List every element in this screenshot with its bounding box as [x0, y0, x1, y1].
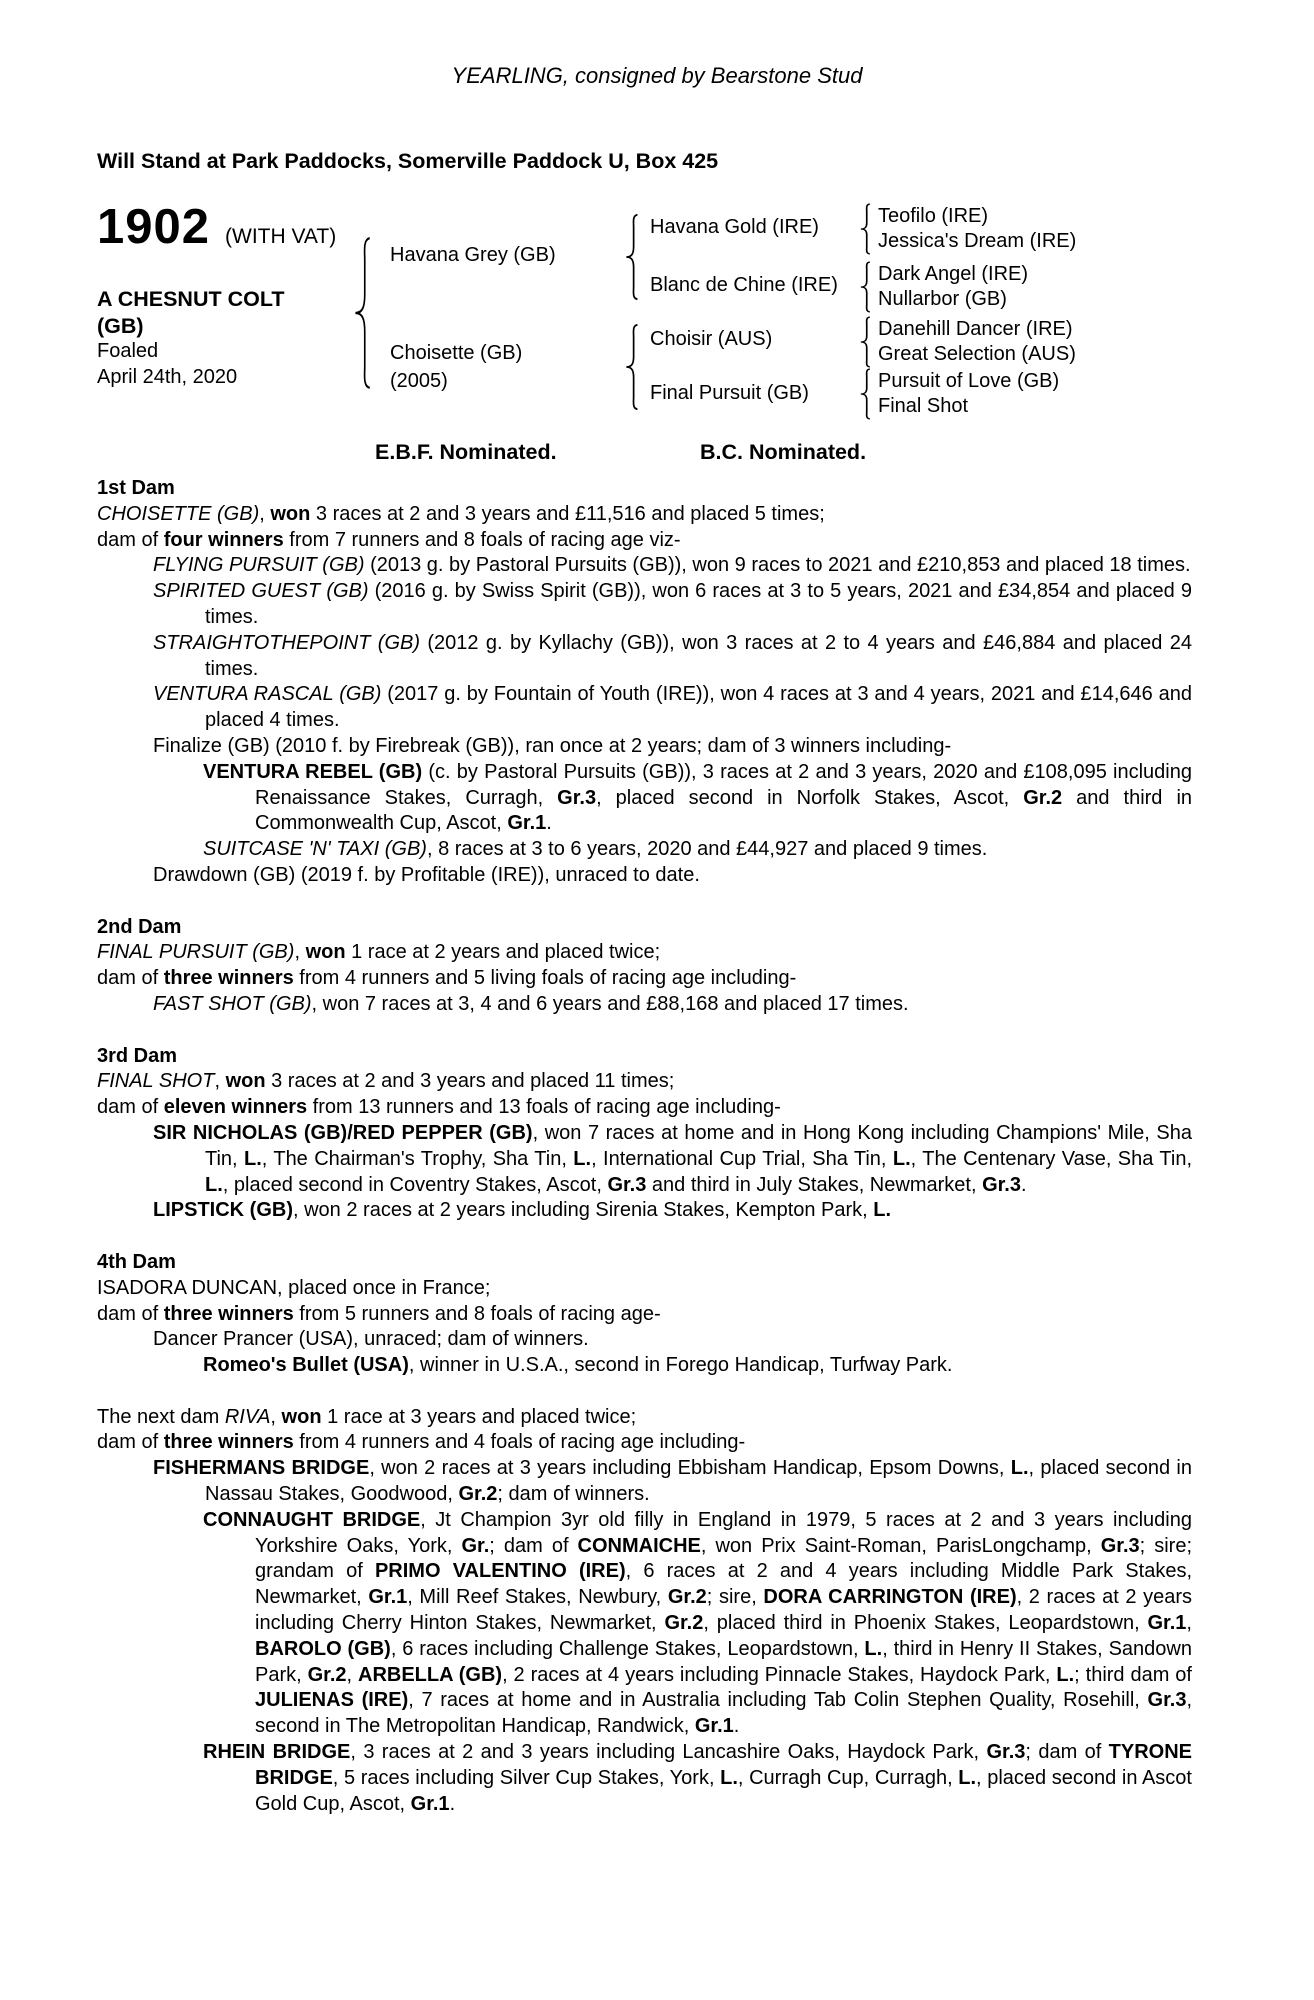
- emphasis-text: Gr.3: [986, 1741, 1026, 1764]
- emphasis-text: L.: [720, 1766, 738, 1789]
- pedigree-paragraph: [97, 966, 1192, 992]
- plain-text: .: [546, 812, 552, 835]
- pedigree-paragraph: [97, 992, 1192, 1018]
- emphasis-text: VENTURA RASCAL (GB): [153, 683, 382, 706]
- plain-text: , placed third in Phoenix Stakes, Leopardstown,: [703, 1612, 1148, 1635]
- plain-text: , The Centenary Vase, Sha Tin,: [910, 1147, 1192, 1170]
- plain-text: .: [733, 1715, 740, 1738]
- lot-number: 1902: [97, 200, 211, 254]
- dam-year: (2005): [390, 369, 448, 392]
- dam-dam-brace: [858, 368, 872, 420]
- plain-text: , 2 races at 4 years including Pinnacle Stakes, Haydock Park,: [502, 1663, 1057, 1686]
- emphasis-text: three winners: [163, 1431, 294, 1454]
- plain-text: ,: [346, 1663, 359, 1686]
- sire-sire-brace: [858, 203, 872, 255]
- emphasis-text: Gr.2: [667, 1586, 707, 1609]
- colt-description: A CHESNUT COLT: [97, 287, 285, 311]
- pedigree-paragraph: [97, 837, 1192, 863]
- dam-section: [97, 915, 1192, 1018]
- dam-section: [97, 476, 1192, 889]
- dam-dam-parents: [878, 369, 1059, 418]
- pedigree-paragraph: [97, 863, 1192, 889]
- emphasis-text: won: [281, 1405, 322, 1428]
- foaled-label: Foaled: [97, 340, 159, 362]
- plain-text: ,: [270, 1405, 282, 1428]
- plain-text: dam of: [97, 528, 164, 551]
- dam-brace: [623, 323, 640, 411]
- vat-note: (WITH VAT): [225, 225, 337, 248]
- plain-text: from 4 runners and 4 foals of racing age including-: [293, 1431, 746, 1454]
- emphasis-text: CONNAUGHT BRIDGE: [203, 1508, 421, 1531]
- emphasis-text: three winners: [163, 1302, 294, 1325]
- plain-text: , 6 races at 2 and 4 years including Middle Park Stakes, Newmarket,: [255, 1560, 1192, 1609]
- emphasis-text: won: [270, 502, 311, 525]
- pedigree-paragraph: [97, 579, 1192, 631]
- pedigree-paragraph: [97, 1327, 1192, 1353]
- emphasis-text: L.: [205, 1173, 223, 1196]
- plain-text: ,: [1186, 1612, 1192, 1635]
- dam-sire-name: Choisir (AUS): [650, 328, 773, 350]
- pedigree-paragraph: [97, 1740, 1192, 1817]
- plain-text: and third in Commonwealth Cup, Ascot,: [255, 786, 1193, 835]
- emphasis-text: STRAIGHTOTHEPOINT (GB): [153, 631, 421, 654]
- sire-sire-dam-name: Jessica's Dream (IRE): [878, 229, 1077, 252]
- emphasis-text: Gr.2: [458, 1483, 498, 1506]
- plain-text: , 5 races including Silver Cup Stakes, York,: [332, 1766, 721, 1789]
- plain-text: from 13 runners and 13 foals of racing age including-: [307, 1096, 781, 1119]
- plain-text: from 5 runners and 8 foals of racing age-: [293, 1302, 661, 1325]
- bc-nomination: B.C. Nominated.: [700, 440, 867, 464]
- dam-sire-sire-name: Danehill Dancer (IRE): [878, 318, 1073, 340]
- plain-text: ; sire,: [706, 1586, 764, 1609]
- foaled-date: April 24th, 2020: [97, 366, 238, 388]
- emphasis-text: TYRONE BRIDGE: [255, 1741, 1192, 1789]
- pedigree-paragraph: [97, 631, 1192, 683]
- sire-dam-name: Blanc de Chine (IRE): [650, 274, 838, 296]
- emphasis-text: FINAL SHOT: [97, 1070, 215, 1093]
- emphasis-text: Gr.3: [982, 1173, 1021, 1196]
- plain-text: ; dam of: [1025, 1741, 1109, 1764]
- emphasis-text: Gr.1: [694, 1715, 734, 1738]
- emphasis-text: L.: [958, 1766, 977, 1789]
- pedigree-paragraph: [97, 760, 1192, 837]
- plain-text: , 6 races including Challenge Stakes, Leopardstown,: [390, 1637, 865, 1660]
- emphasis-text: Gr.2: [1023, 786, 1063, 809]
- plain-text: 1 race at 3 years and placed twice;: [321, 1405, 637, 1428]
- emphasis-text: Gr.1: [507, 812, 547, 835]
- emphasis-text: Gr.2: [307, 1663, 347, 1686]
- pedigree-paragraph: [97, 940, 1192, 966]
- pedigree-paragraph: [97, 1095, 1192, 1121]
- emphasis-text: Gr.3: [1100, 1534, 1140, 1557]
- plain-text: , won 7 races at 3, 4 and 6 years and £88,168 and placed 17 times.: [311, 992, 909, 1015]
- emphasis-text: L.: [864, 1637, 883, 1660]
- emphasis-text: CONMAICHE: [577, 1534, 701, 1557]
- pedigree-paragraph: [97, 1276, 1192, 1302]
- plain-text: ,: [214, 1070, 226, 1093]
- plain-text: , Mill Reef Stakes, Newbury,: [407, 1586, 668, 1609]
- emphasis-text: LIPSTICK (GB): [153, 1199, 293, 1222]
- plain-text: , placed second in Norfolk Stakes, Ascot,: [596, 786, 1024, 809]
- emphasis-text: CHOISETTE (GB): [97, 502, 260, 525]
- plain-text: (2016 g. by Swiss Spirit (GB)), won 6 races at 3 to 5 years, 2021 and £34,854 and placed 9 times.: [205, 580, 1192, 628]
- emphasis-text: FLYING PURSUIT (GB): [153, 554, 365, 577]
- plain-text: , placed second in Ascot Gold Cup, Ascot,: [255, 1766, 1192, 1815]
- plain-text: ; third dam of: [1074, 1663, 1192, 1686]
- section-heading: 2nd Dam: [97, 915, 182, 938]
- plain-text: , winner in U.S.A., second in Forego Handicap, Turfway Park.: [408, 1354, 953, 1377]
- plain-text: , placed second in Nassau Stakes, Goodwood,: [205, 1457, 1192, 1506]
- plain-text: ; dam of: [489, 1534, 578, 1557]
- plain-text: ; sire; grandam of: [255, 1534, 1193, 1583]
- dam-sire-dam-name: Great Selection (AUS): [878, 342, 1076, 365]
- plain-text: ,: [259, 502, 271, 525]
- emphasis-text: VENTURA REBEL (GB): [203, 760, 423, 783]
- emphasis-text: Gr.1: [410, 1792, 450, 1815]
- plain-text: , won 2 races at 3 years including Ebbisham Handicap, Epsom Downs,: [369, 1457, 1011, 1480]
- emphasis-text: L.: [892, 1147, 911, 1170]
- emphasis-text: FINAL PURSUIT (GB): [97, 941, 295, 964]
- plain-text: (2012 g. by Kyllachy (GB)), won 3 races at 2 to 4 years and £46,884 and placed 24 times.: [205, 631, 1192, 680]
- emphasis-text: ARBELLA (GB): [358, 1663, 503, 1686]
- emphasis-text: L.: [573, 1147, 592, 1170]
- emphasis-text: four winners: [163, 528, 284, 551]
- emphasis-text: JULIENAS (IRE): [255, 1689, 409, 1712]
- plain-text: from 7 runners and 8 foals of racing age viz-: [283, 528, 681, 551]
- emphasis-text: SUITCASE 'N' TAXI (GB): [203, 838, 427, 861]
- plain-text: , Jt Champion 3yr old filly in England in 1979, 5 races at 2 and 3 years including Yorkshire Oaks, York,: [255, 1508, 1192, 1557]
- dam-section: [97, 1044, 1192, 1225]
- emphasis-text: three winners: [163, 967, 294, 990]
- plain-text: dam of: [97, 1302, 164, 1325]
- plain-text: , won 7 races at home and in Hong Kong including Champions' Mile, Sha Tin,: [205, 1121, 1192, 1170]
- plain-text: , second in The Metropolitan Handicap, Randwick,: [255, 1689, 1193, 1738]
- plain-text: , won Prix Saint-Roman, ParisLongchamp,: [700, 1534, 1101, 1557]
- dam-name: Choisette (GB): [390, 342, 523, 364]
- dam-sire-parents: [878, 317, 1076, 366]
- plain-text: 1 race at 2 years and placed twice;: [345, 941, 661, 964]
- plain-text: , placed second in Coventry Stakes, Ascot,: [222, 1173, 608, 1196]
- section-heading: 3rd Dam: [97, 1044, 178, 1067]
- plain-text: and third in July Stakes, Newmarket,: [646, 1173, 983, 1196]
- pedigree-paragraph: [97, 1198, 1192, 1224]
- plain-text: Dancer Prancer (USA), unraced; dam of winners.: [153, 1328, 589, 1351]
- plain-text: The next dam: [97, 1405, 225, 1428]
- dam-dam-sire-name: Pursuit of Love (GB): [878, 370, 1060, 392]
- pedigree-paragraph: [97, 1121, 1192, 1198]
- plain-text: , The Chairman's Trophy, Sha Tin,: [261, 1147, 574, 1170]
- plain-text: (c. by Pastoral Pursuits (GB)), 3 races at 2 and 3 years, 2020 and £108,095 including Renaissance Stakes, Curragh,: [255, 760, 1192, 809]
- emphasis-text: SIR NICHOLAS (GB)/RED PEPPER (GB): [153, 1121, 533, 1144]
- plain-text: ,: [294, 941, 306, 964]
- emphasis-text: RHEIN BRIDGE: [203, 1741, 351, 1764]
- section-heading: 1st Dam: [97, 477, 175, 499]
- pedigree-paragraph: [97, 1430, 1192, 1456]
- plain-text: , International Cup Trial, Sha Tin,: [591, 1147, 893, 1170]
- emphasis-text: Romeo's Bullet (USA): [203, 1354, 409, 1377]
- pedigree-paragraph: [97, 1353, 1192, 1379]
- plain-text: Drawdown (GB) (2019 f. by Profitable (IRE)), unraced to date.: [153, 863, 700, 886]
- pedigree-paragraph: [97, 553, 1192, 579]
- emphasis-text: L.: [243, 1147, 262, 1170]
- emphasis-text: BAROLO (GB): [255, 1637, 391, 1660]
- plain-text: dam of: [97, 1431, 164, 1454]
- sire-dam-sire-name: Dark Angel (IRE): [878, 263, 1029, 285]
- emphasis-text: Gr.2: [664, 1612, 704, 1635]
- plain-text: , 7 races at home and in Australia including Tab Colin Stephen Quality, Rosehill,: [408, 1689, 1148, 1712]
- section-heading: 4th Dam: [97, 1250, 176, 1273]
- plain-text: , won 2 races at 2 years including Sirenia Stakes, Kempton Park,: [293, 1199, 874, 1222]
- pedigree-paragraph: [97, 1456, 1192, 1508]
- plain-text: , 8 races at 3 to 6 years, 2020 and £44,927 and placed 9 times.: [426, 838, 988, 861]
- page-title: YEARLING, consigned by Bearstone Stud: [451, 63, 863, 88]
- plain-text: from 4 runners and 5 living foals of racing age including-: [293, 967, 797, 990]
- plain-text: , third in Henry II Stakes, Sandown Park,: [255, 1637, 1192, 1686]
- sire-dam-dam-name: Nullarbor (GB): [878, 287, 1007, 310]
- emphasis-text: eleven winners: [163, 1096, 308, 1119]
- pedigree-paragraph: [97, 1302, 1192, 1328]
- emphasis-text: FAST SHOT (GB): [153, 992, 312, 1015]
- plain-text: dam of: [97, 1096, 164, 1119]
- emphasis-text: L.: [1010, 1457, 1029, 1480]
- plain-text: dam of: [97, 967, 164, 990]
- plain-text: Finalize (GB) (2010 f. by Firebreak (GB)), ran once at 2 years; dam of 3 winners including-: [153, 734, 952, 757]
- plain-text: , Curragh Cup, Curragh,: [737, 1766, 959, 1789]
- emphasis-text: Gr.1: [1147, 1612, 1187, 1635]
- dam-dam-name: Final Pursuit (GB): [650, 382, 809, 404]
- sire-sire-name: Havana Gold (IRE): [650, 216, 819, 238]
- stand-location-line: Will Stand at Park Paddocks, Somerville Paddock U, Box 425: [97, 149, 719, 173]
- sire-sire-sire-name: Teofilo (IRE): [878, 205, 989, 227]
- sire-brace: [623, 213, 640, 301]
- plain-text: .: [1020, 1173, 1027, 1196]
- dam-dam-dam-name: Final Shot: [878, 394, 969, 417]
- pedigree-paragraph: [97, 502, 1192, 528]
- sire-dam-parents: [878, 262, 1028, 311]
- emphasis-text: won: [225, 1070, 266, 1093]
- emphasis-text: L.: [1056, 1663, 1075, 1686]
- plain-text: , 3 races at 2 and 3 years including Lancashire Oaks, Haydock Park,: [350, 1741, 987, 1764]
- plain-text: (2017 g. by Fountain of Youth (IRE)), won 4 races at 3 and 4 years, 2021 and £14,646 and placed 4 times.: [205, 683, 1192, 732]
- pedigree-text: [97, 476, 1192, 1817]
- pedigree-paragraph: [97, 682, 1192, 734]
- emphasis-text: Gr.: [461, 1534, 490, 1557]
- emphasis-text: won: [305, 941, 346, 964]
- sire-dam-brace: [858, 261, 872, 313]
- emphasis-text: Gr.3: [607, 1173, 647, 1196]
- plain-text: ; dam of winners.: [497, 1483, 650, 1506]
- dam-section: [97, 1250, 1192, 1379]
- pedigree-paragraph: [97, 528, 1192, 554]
- pedigree-paragraph: [97, 1069, 1192, 1095]
- ebf-nomination: E.B.F. Nominated.: [375, 440, 557, 464]
- colt-country-suffix: (GB): [97, 314, 144, 338]
- emphasis-text: L.: [873, 1199, 892, 1222]
- emphasis-text: DORA CARRINGTON (IRE): [763, 1586, 1017, 1609]
- plain-text: , 2 races at 2 years including Cherry Hinton Stakes, Newmarket,: [255, 1586, 1193, 1635]
- dam-sire-brace: [858, 316, 872, 368]
- sire-sire-parents: [878, 204, 1076, 253]
- pedigree-paragraph: [97, 1508, 1192, 1740]
- plain-text: 3 races at 2 and 3 years and £11,516 and placed 5 times;: [310, 502, 825, 525]
- pedigree-main-brace: [351, 235, 373, 391]
- plain-text: 3 races at 2 and 3 years and placed 11 times;: [265, 1070, 675, 1093]
- plain-text: ISADORA DUNCAN, placed once in France;: [97, 1276, 491, 1299]
- plain-text: .: [449, 1792, 456, 1815]
- emphasis-text: SPIRITED GUEST (GB): [153, 580, 369, 603]
- emphasis-text: Gr.1: [368, 1586, 408, 1609]
- dam-name-block: [390, 340, 522, 395]
- dam-section: [97, 1405, 1192, 1818]
- plain-text: (2013 g. by Pastoral Pursuits (GB)), won 9 races to 2021 and £210,853 and placed 18 times.: [364, 554, 1191, 577]
- sire-name: Havana Grey (GB): [390, 244, 556, 266]
- emphasis-text: RIVA: [224, 1405, 271, 1428]
- emphasis-text: Gr.3: [1147, 1689, 1187, 1712]
- emphasis-text: FISHERMANS BRIDGE: [153, 1457, 370, 1480]
- emphasis-text: PRIMO VALENTINO (IRE): [374, 1560, 626, 1583]
- pedigree-paragraph: [97, 1405, 1192, 1431]
- emphasis-text: Gr.3: [557, 786, 597, 809]
- pedigree-paragraph: [97, 734, 1192, 760]
